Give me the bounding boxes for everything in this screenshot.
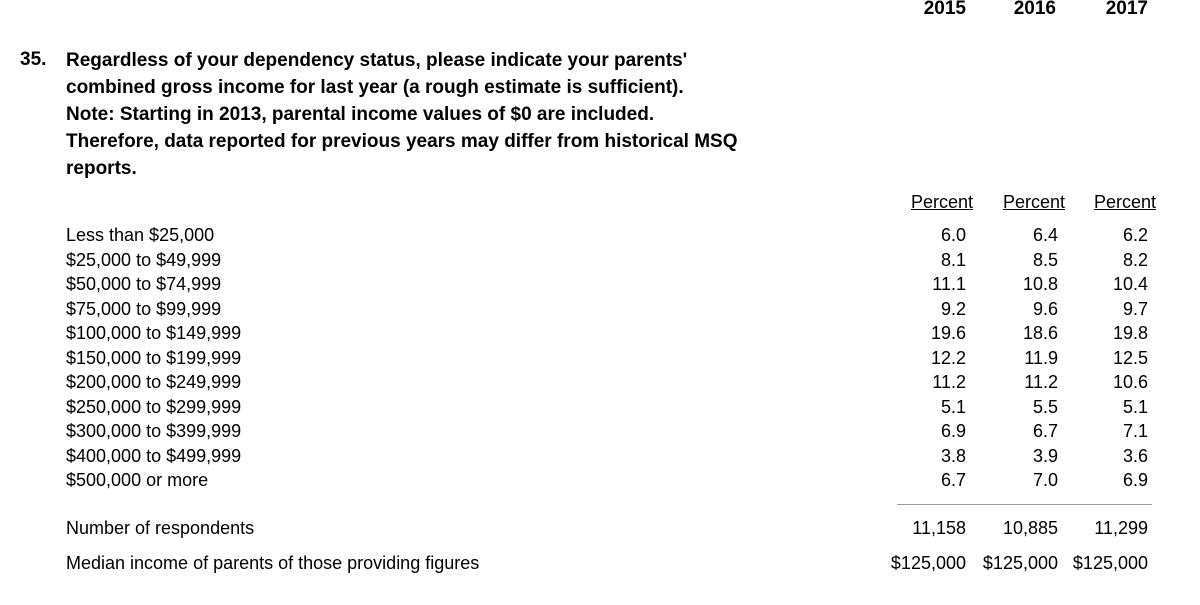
respondents-2015: 11,158: [912, 518, 966, 538]
row-label: $100,000 to $149,999: [66, 323, 242, 343]
table-row: [0, 370, 1200, 395]
cell-2016: 9.6: [1032, 298, 1058, 319]
year-2016: 2016: [1013, 0, 1056, 19]
cell-2015: 19.6: [930, 323, 966, 343]
median-income-2016: $125,000: [982, 553, 1058, 573]
cell-2017: 6.2: [1122, 225, 1148, 245]
table-row: [0, 272, 1200, 297]
cell-2015: 9.2: [940, 298, 966, 319]
table-row: [0, 346, 1200, 371]
question-number: 35.: [20, 49, 47, 70]
cell-2016: 18.6: [1022, 323, 1058, 343]
column-header-2015: Percent: [910, 192, 973, 212]
row-label: $300,000 to $399,999: [66, 421, 242, 441]
table-row: [0, 468, 1200, 493]
table-row: [0, 248, 1200, 273]
row-label: $250,000 to $299,999: [66, 396, 242, 417]
cell-2015: 6.0: [940, 225, 966, 245]
cell-2015: 12.2: [930, 347, 966, 368]
question-line: Note: Starting in 2013, parental income values of $0 are included.: [66, 104, 655, 125]
respondents-2016: 10,885: [1002, 518, 1058, 538]
question-line: combined gross income for last year (a rough estimate is sufficient).: [66, 77, 684, 98]
row-label: $150,000 to $199,999: [66, 347, 242, 368]
respondents-label: Number of respondents: [66, 518, 255, 538]
cell-2015: 6.7: [940, 470, 966, 490]
cell-2017: 5.1: [1122, 396, 1148, 417]
cell-2015: 5.1: [940, 396, 966, 417]
cell-2017: 19.8: [1112, 323, 1148, 343]
cell-2016: 11.9: [1024, 347, 1058, 368]
cell-2015: 6.9: [940, 421, 966, 441]
table-divider: [897, 504, 1152, 505]
cell-2017: 7.1: [1122, 421, 1148, 441]
cell-2015: 11.1: [932, 274, 966, 294]
cell-2016: 8.5: [1032, 249, 1058, 270]
cell-2017: 10.4: [1112, 274, 1148, 294]
row-label: $25,000 to $49,999: [66, 249, 222, 270]
cell-2016: 6.4: [1032, 225, 1058, 245]
question-line: reports.: [66, 158, 137, 179]
row-label: $50,000 to $74,999: [66, 274, 222, 294]
cell-2016: 3.9: [1032, 445, 1058, 466]
respondents-2017: 11,299: [1094, 518, 1148, 538]
column-header-2016: Percent: [1002, 192, 1065, 212]
year-2017: 2017: [1105, 0, 1148, 19]
question-text: [66, 47, 866, 182]
year-header-row: [0, 0, 1200, 22]
table-row: [0, 419, 1200, 444]
table-row: [0, 321, 1200, 346]
row-label: $500,000 or more: [66, 470, 209, 490]
table-row: [0, 223, 1200, 248]
table-row: [0, 297, 1200, 322]
table-row: [0, 395, 1200, 420]
cell-2015: 3.8: [940, 445, 966, 466]
cell-2016: 10.8: [1022, 274, 1058, 294]
row-label: $75,000 to $99,999: [66, 298, 222, 319]
row-label: $400,000 to $499,999: [66, 445, 242, 466]
column-header-2017: Percent: [1093, 192, 1156, 212]
year-2015: 2015: [923, 0, 966, 19]
cell-2016: 7.0: [1032, 470, 1058, 490]
question-line: Therefore, data reported for previous years may differ from historical MSQ: [66, 131, 738, 152]
cell-2017: 10.6: [1112, 372, 1148, 392]
cell-2015: 11.2: [932, 372, 966, 392]
cell-2016: 11.2: [1024, 372, 1058, 392]
cell-2017: 6.9: [1122, 470, 1148, 490]
row-label: Less than $25,000: [66, 225, 215, 245]
table-row: [0, 444, 1200, 469]
cell-2017: 3.6: [1122, 445, 1148, 466]
cell-2017: 9.7: [1122, 298, 1148, 319]
median-income-label: Median income of parents of those providing figures: [66, 553, 480, 573]
median-income-2015: $125,000: [890, 553, 966, 573]
cell-2016: 5.5: [1032, 396, 1058, 417]
cell-2015: 8.1: [940, 249, 966, 270]
cell-2017: 12.5: [1112, 347, 1148, 368]
median-income-2017: $125,000: [1072, 553, 1148, 573]
question-line: Regardless of your dependency status, please indicate your parents': [66, 50, 688, 71]
cell-2017: 8.2: [1122, 249, 1148, 270]
row-label: $200,000 to $249,999: [66, 372, 242, 392]
cell-2016: 6.7: [1032, 421, 1058, 441]
